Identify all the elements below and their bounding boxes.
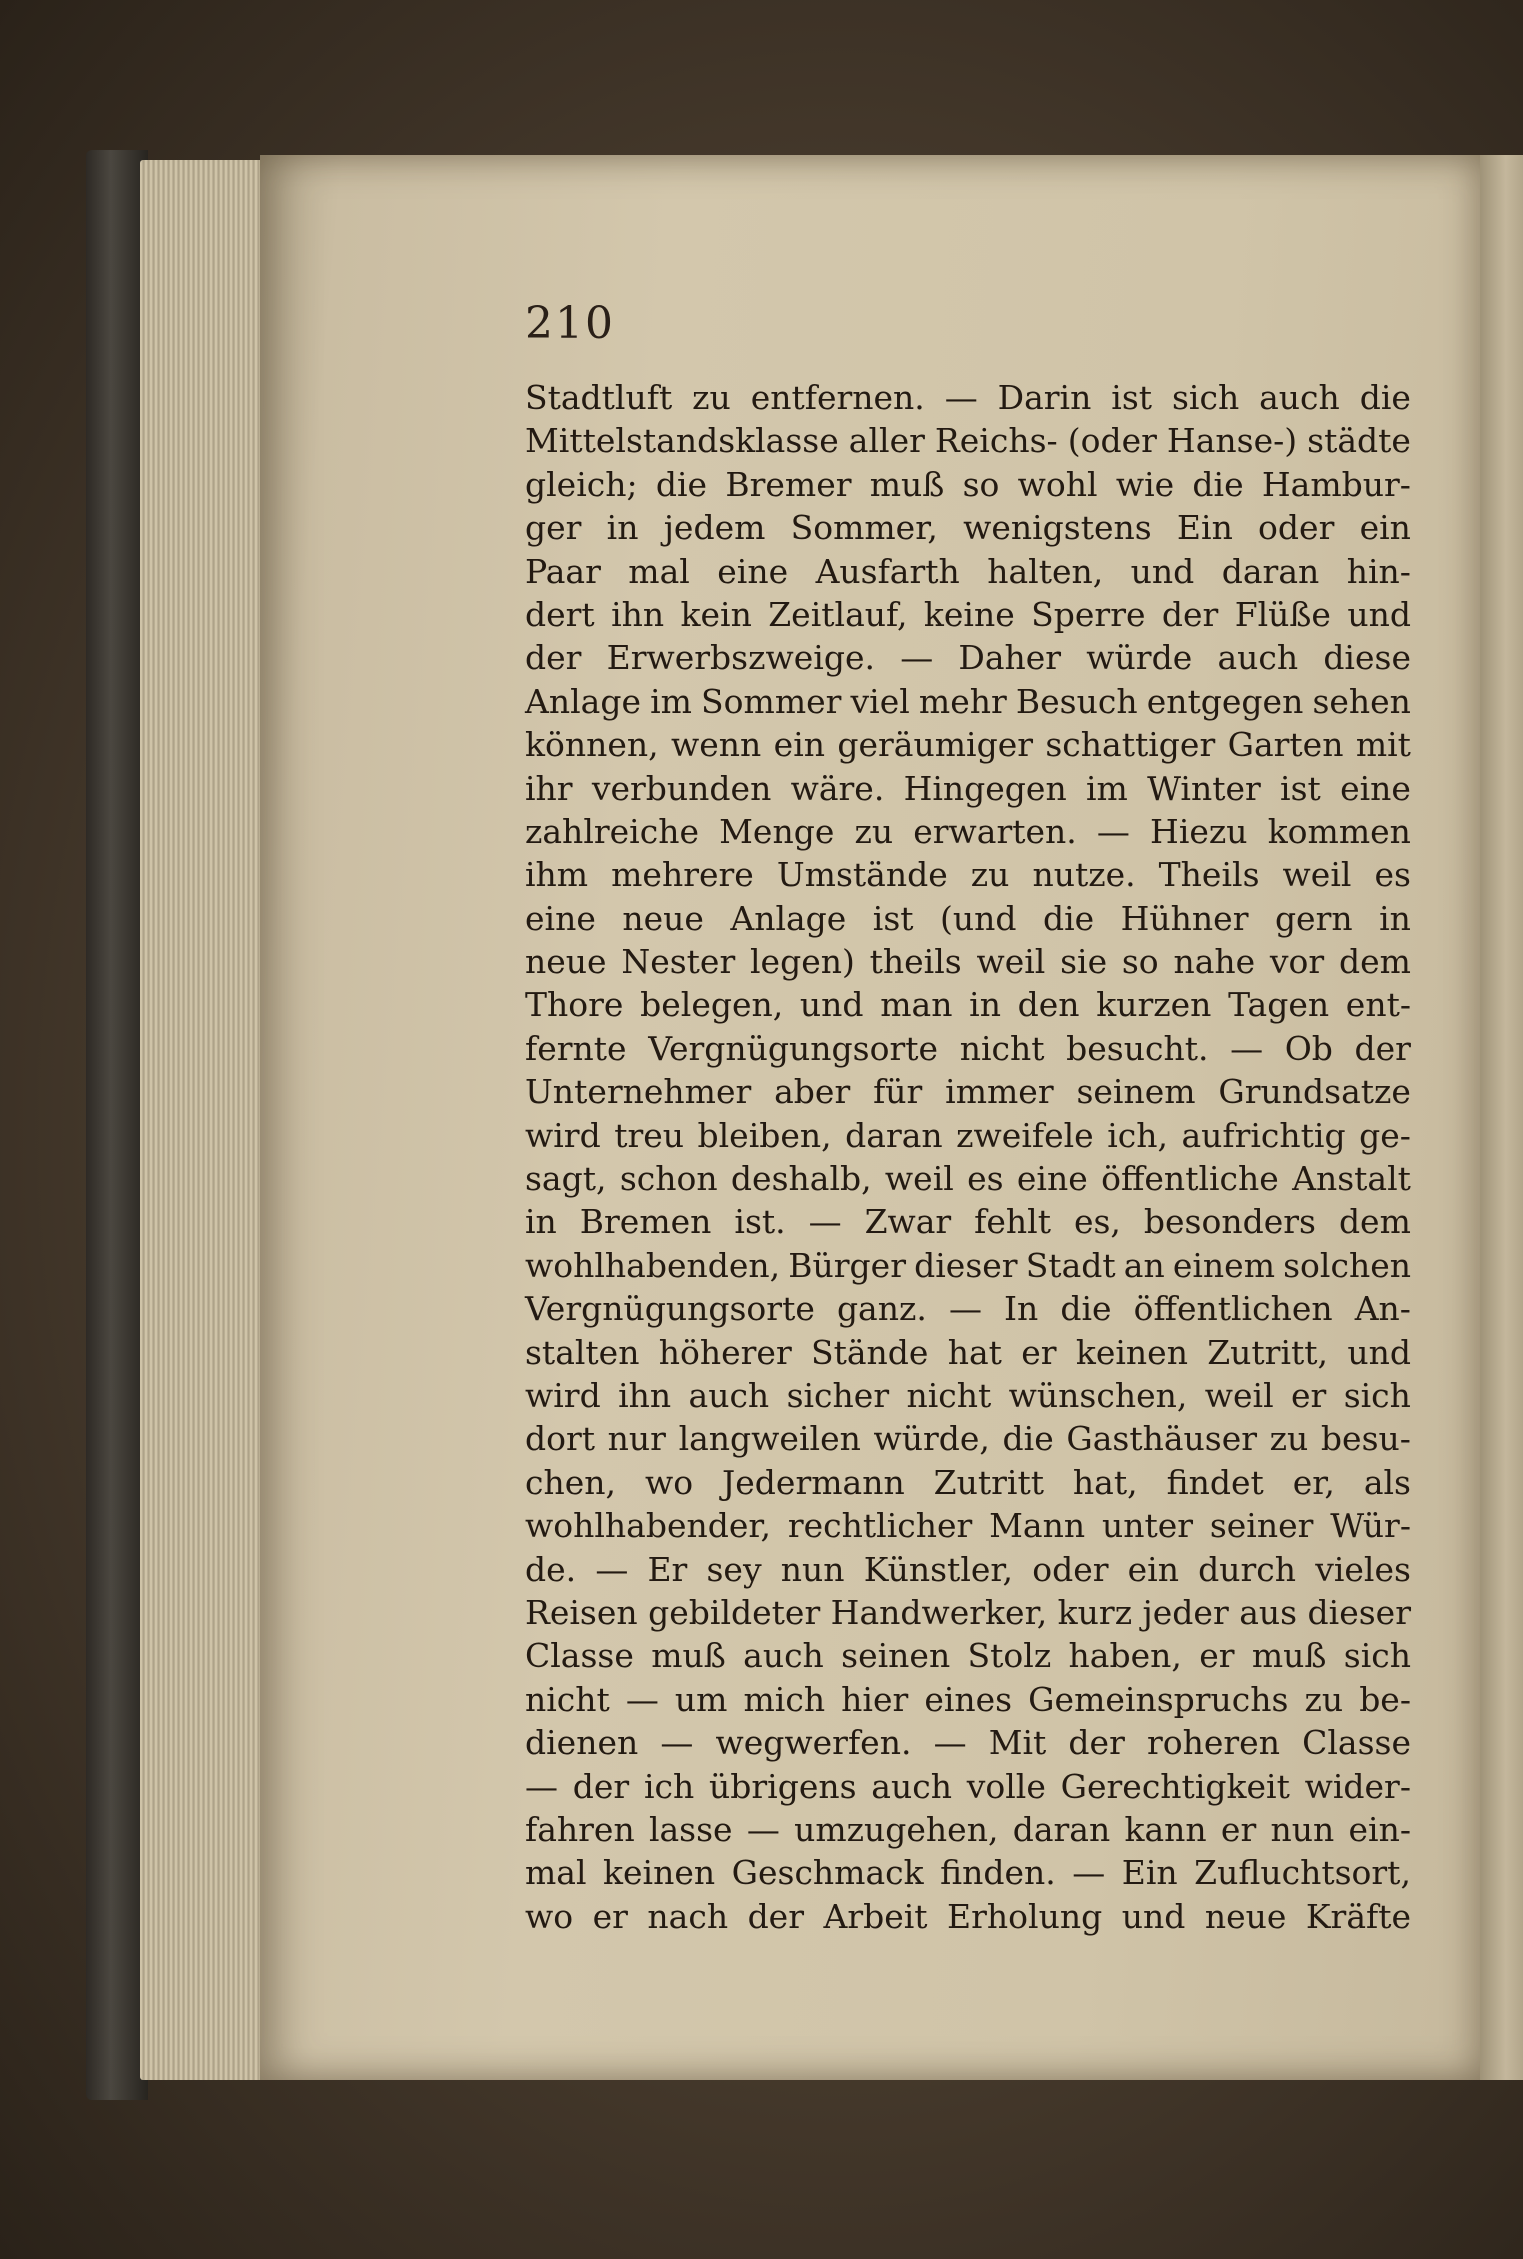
text-line: Thore belegen, und man in den kurzen Tagen ent-: [525, 985, 1411, 1025]
text-line: stalten höherer Stände hat er keinen Zutritt, und: [525, 1332, 1411, 1372]
text-line: wohlhabender, rechtlicher Mann unter seiner Wür-: [525, 1506, 1411, 1546]
text-line: Stadtluft zu entfernen. — Darin ist sich auch die: [525, 378, 1411, 417]
text-line: ger in jedem Sommer, wenigstens Ein oder ein: [525, 508, 1411, 548]
text-line: Anlage im Sommer viel mehr Besuch entgegen sehen: [525, 681, 1411, 721]
text-line: dert ihn kein Zeitlauf, keine Sperre der Flüße und: [525, 594, 1411, 634]
text-line: wird ihn auch sicher nicht wünschen, weil er sich: [525, 1375, 1411, 1415]
text-line: dienen — wegwerfen. — Mit der roheren Classe: [525, 1723, 1411, 1763]
facing-page-edge: [1480, 155, 1523, 2080]
text-line: wo er nach der Arbeit Erholung und neue Kräfte: [525, 1896, 1411, 1936]
text-line: dort nur langweilen würde, die Gasthäuser zu besu-: [525, 1419, 1411, 1459]
text-line: de. — Er sey nun Künstler, oder ein durch vieles: [525, 1549, 1411, 1589]
text-line: ihm mehrere Umstände zu nutze. Theils weil es: [525, 855, 1411, 895]
text-line: neue Nester legen) theils weil sie so nahe vor dem: [525, 942, 1411, 982]
text-line: wohlhabenden, Bürger dieser Stadt an einem solchen: [525, 1245, 1411, 1285]
text-line: sagt, schon deshalb, weil es eine öffentliche Anstalt: [525, 1159, 1411, 1199]
text-line: in Bremen ist. — Zwar fehlt es, besonders dem: [525, 1202, 1411, 1242]
book-cover-edge: [86, 150, 148, 2100]
body-text: [525, 376, 1411, 1938]
page-number: 210: [525, 298, 615, 349]
text-line: Unternehmer aber für immer seinem Grundsatze: [525, 1072, 1411, 1112]
text-line: der Erwerbszweige. — Daher würde auch diese: [525, 638, 1411, 678]
text-line: eine neue Anlage ist (und die Hühner gern in: [525, 898, 1411, 938]
text-line: zahlreiche Menge zu erwarten. — Hiezu kommen: [525, 811, 1411, 851]
text-line: fahren lasse — umzugehen, daran kann er nun ein-: [525, 1809, 1411, 1849]
text-line: gleich; die Bremer muß so wohl wie die Hambur-: [525, 464, 1411, 504]
text-line: können, wenn ein geräumiger schattiger Garten mit: [525, 725, 1411, 765]
text-line: Reisen gebildeter Handwerker, kurz jeder aus dieser: [525, 1592, 1411, 1632]
text-line: fernte Vergnügungsorte nicht besucht. — Ob der: [525, 1028, 1411, 1068]
page-stack-edge: [140, 160, 270, 2080]
text-line: wird treu bleiben, daran zweifele ich, aufrichtig ge-: [525, 1115, 1411, 1155]
text-line: Classe muß auch seinen Stolz haben, er muß sich: [525, 1636, 1411, 1676]
text-line: chen, wo Jedermann Zutritt hat, findet er, als: [525, 1462, 1411, 1502]
text-line: mal keinen Geschmack finden. — Ein Zufluchtsort,: [525, 1853, 1411, 1893]
text-line: — der ich übrigens auch volle Gerechtigkeit wider-: [525, 1766, 1411, 1806]
text-line: Vergnügungsorte ganz. — In die öffentlichen An-: [525, 1289, 1411, 1329]
text-line: nicht — um mich hier eines Gemeinspruchs zu be-: [525, 1679, 1411, 1719]
text-line: Mittelstandsklasse aller Reichs- (oder Hanse-) städte: [525, 421, 1411, 461]
text-line: ihr verbunden wäre. Hingegen im Winter ist eine: [525, 768, 1411, 808]
text-line: Paar mal eine Ausfarth halten, und daran hin-: [525, 551, 1411, 591]
